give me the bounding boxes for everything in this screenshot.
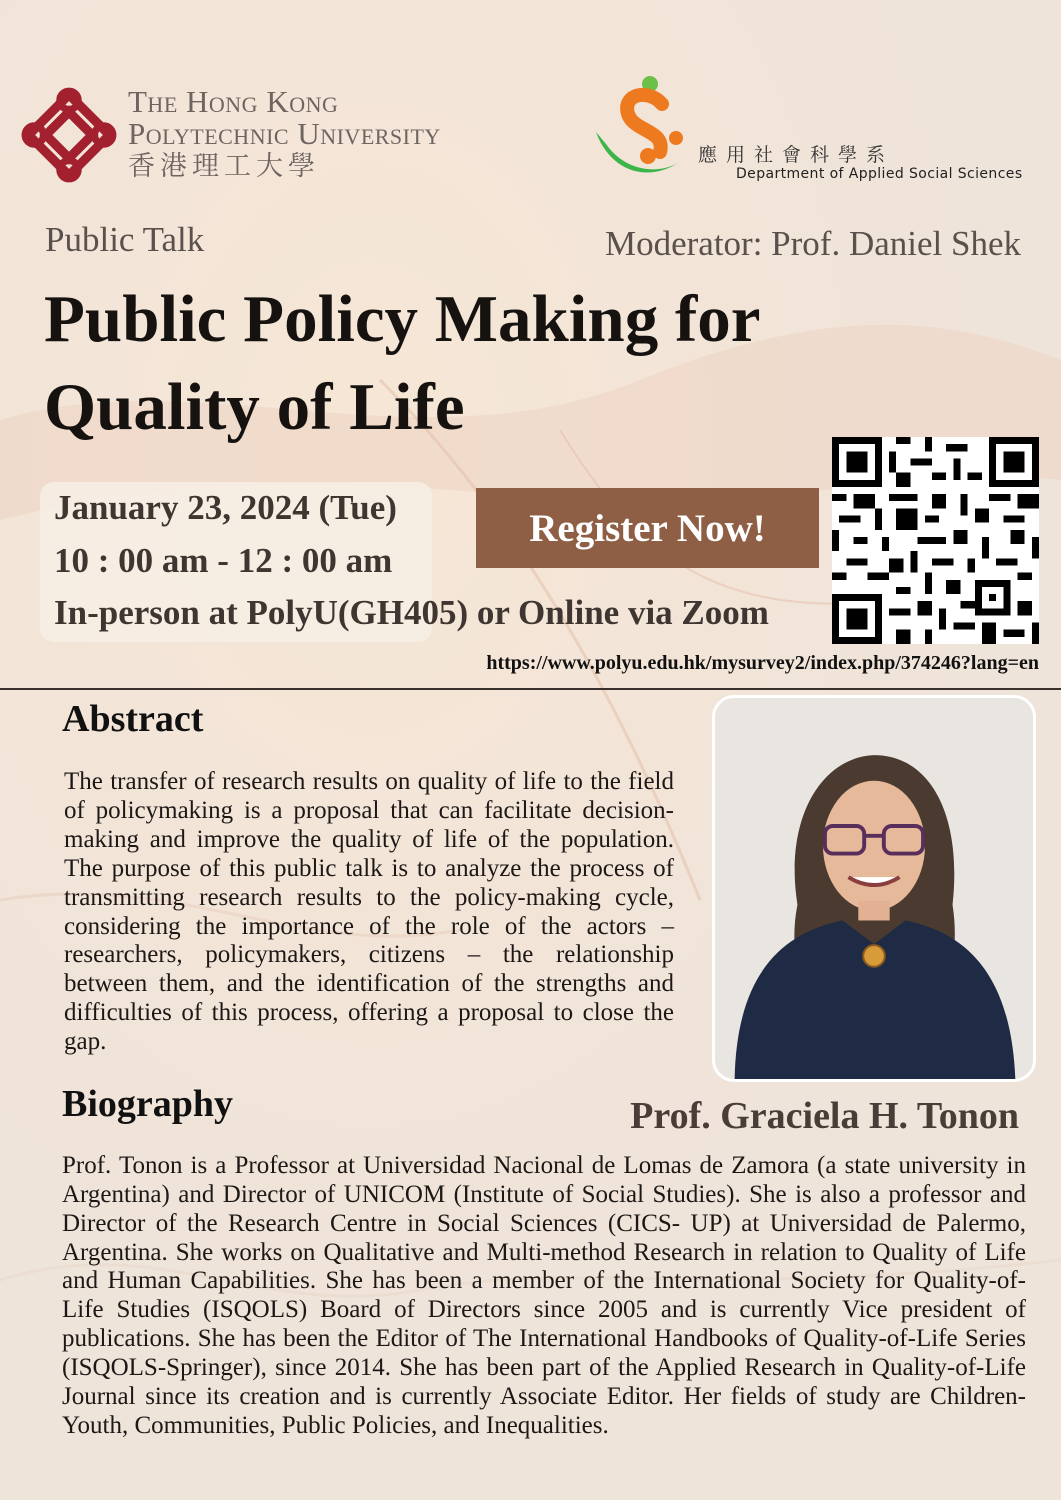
event-title-line2: Quality of Life (44, 370, 465, 444)
registration-qr-code[interactable] (832, 437, 1039, 644)
register-now-button[interactable]: Register Now! (476, 488, 819, 568)
apss-department-logo-icon (594, 74, 690, 192)
event-venue: In-person at PolyU(GH405) or Online via Zoom (54, 593, 769, 632)
section-divider (0, 688, 1061, 690)
biography-heading: Biography (62, 1083, 234, 1125)
university-name-line1: The Hong Kong (128, 84, 339, 119)
registration-url[interactable]: https://www.polyu.edu.hk/mysurvey2/index.php/374246?lang=en (486, 652, 1039, 674)
department-name-english: Department of Applied Social Sciences (736, 166, 1023, 182)
speaker-photo (712, 695, 1036, 1082)
event-title-line1: Public Policy Making for (44, 282, 761, 356)
university-name (128, 86, 441, 184)
biography-text: Prof. Tonon is a Professor at Universidad Nacional de Lomas de Zamora (a state university in Argentina) and Director of UNICOM (Institute of Social Studies). She is also a professor and Director of the Research Centre in Social Sciences (CICS- UP) at Universidad de Palermo, Argentina. She works on Qualitative and Multi-method Research in relation to Quality of Life and Human Capabilities. She has been a member of the International Society for Quality-of-Life Studies (ISQOLS) Board of Directors since 2005 and is currently Vice president of publications. She has been the Editor of The International Handbooks of Quality-of-Life Series (ISQOLS-Springer), since 2014. She has been part of the Applied Research in Quality-of-Life Journal since its creation and is currently Associate Editor. Her fields of study are Children-Youth, Communities, Public Policies, and Inequalities. (62, 1152, 1026, 1439)
event-date: January 23, 2024 (Tue) (54, 488, 397, 527)
abstract-heading: Abstract (62, 698, 204, 740)
event-time: 10 : 00 am - 12 : 00 am (54, 541, 393, 580)
abstract-text: The transfer of research results on quality of life to the field of policymaking is a proposal that can facilitate decision-making and improve the quality of life of the population. The purpose of this public talk is to analyze the process of transmitting research results to the policy-making cycle, considering the importance of the role of the actors – researchers, policymakers, citizens – the relationship between them, and the identification of the strengths and difficulties of this process, offering a proposal to close the gap. (64, 768, 674, 1056)
polyu-logo-icon (18, 84, 120, 186)
department-name-chinese: 應用社會科學系 (698, 144, 895, 166)
speaker-name: Prof. Graciela H. Tonon (630, 1095, 1019, 1137)
university-name-line2: Polytechnic University (128, 116, 441, 151)
event-type-label: Public Talk (45, 220, 205, 259)
university-name-chinese: 香港理工大學 (128, 151, 320, 182)
event-title (44, 275, 761, 451)
moderator-label: Moderator: Prof. Daniel Shek (604, 224, 1021, 263)
